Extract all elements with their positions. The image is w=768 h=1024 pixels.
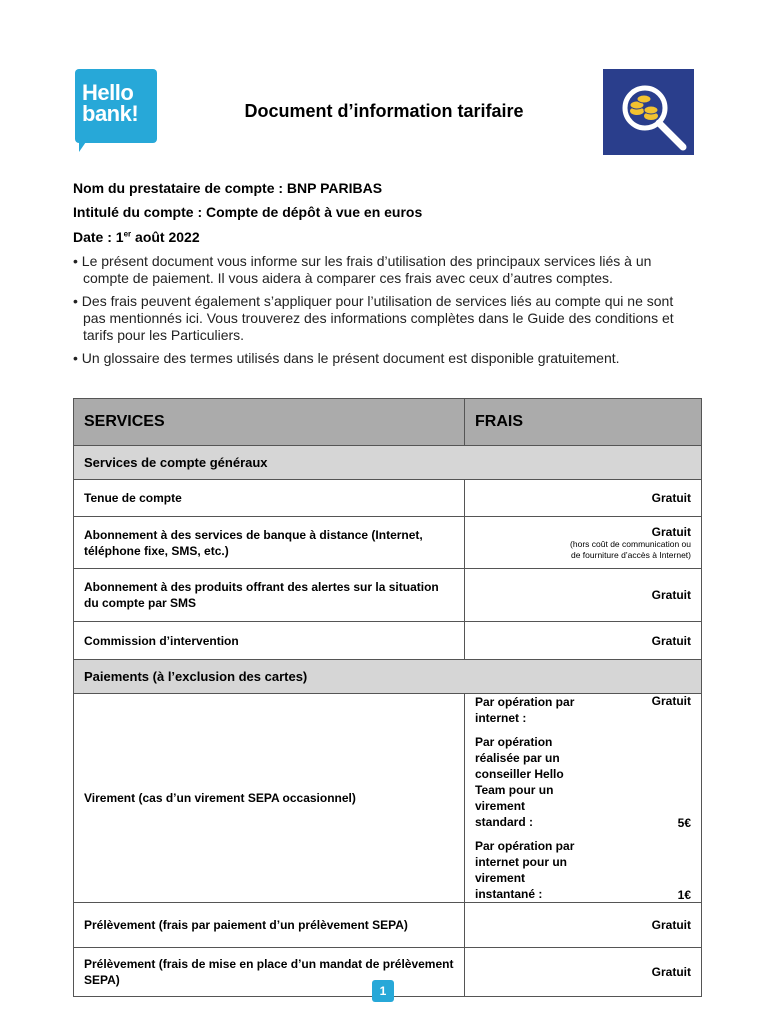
section-row bbox=[74, 660, 702, 694]
row-value: Gratuit bbox=[465, 948, 702, 997]
row-label: Prélèvement (frais de mise en place d’un mandat de prélèvement SEPA) bbox=[74, 948, 465, 997]
transfer-option-value: Gratuit bbox=[651, 694, 691, 708]
section-row bbox=[74, 446, 702, 480]
transfer-option-value: 1€ bbox=[677, 888, 691, 902]
row-note: de fourniture d’accès à Internet) bbox=[570, 549, 691, 560]
table-row bbox=[74, 903, 702, 948]
row-value-cell bbox=[465, 517, 702, 569]
table-row bbox=[74, 622, 702, 660]
row-label: Virement (cas d’un virement SEPA occasionnel) bbox=[74, 694, 465, 903]
row-value: Gratuit bbox=[465, 569, 702, 622]
row-label: Abonnement à des produits offrant des alertes sur la situation du compte par SMS bbox=[74, 569, 465, 622]
transfer-option-value: 5€ bbox=[677, 816, 691, 830]
row-note: (hors coût de communication ou bbox=[570, 538, 691, 549]
row-label: Tenue de compte bbox=[74, 480, 465, 517]
transfer-option bbox=[465, 838, 701, 902]
column-header-frais: FRAIS bbox=[465, 399, 702, 446]
page-number-badge: 1 bbox=[372, 980, 394, 1002]
transfer-options-cell bbox=[465, 694, 702, 903]
row-value: Gratuit bbox=[465, 903, 702, 948]
table-row bbox=[74, 517, 702, 569]
date-prefix: Date : 1 bbox=[73, 229, 124, 245]
fees-table bbox=[73, 398, 702, 997]
table-header-row bbox=[74, 399, 702, 446]
intro-bullets bbox=[73, 253, 695, 373]
bullet-item: • Un glossaire des termes utilisés dans le présent document est disponible gratuitement. bbox=[73, 350, 620, 366]
transfer-option bbox=[465, 694, 701, 726]
page-title: Document d’information tarifaire bbox=[244, 101, 524, 121]
document-date bbox=[73, 229, 200, 245]
row-label: Prélèvement (frais par paiement d’un prélèvement SEPA) bbox=[74, 903, 465, 948]
logo-text-hello: Hello bbox=[82, 80, 134, 105]
row-label: Commission d’intervention bbox=[74, 622, 465, 660]
row-value: Gratuit bbox=[651, 524, 691, 539]
account-title: Intitulé du compte : Compte de dépôt à vue en euros bbox=[73, 204, 423, 220]
transfer-option-label: Par opération par internet pour un virement instantané : bbox=[475, 839, 575, 901]
bullet-item: • Le présent document vous informe sur les frais d’utilisation des principaux services liés à un compte de paiement. Il vous aidera à comparer ces frais avec ceux d’autres comptes. bbox=[73, 253, 652, 286]
logo-text-bank: bank! bbox=[82, 101, 139, 126]
transfer-option-label: Par opération par internet : bbox=[475, 695, 575, 725]
transfer-option bbox=[465, 734, 701, 830]
column-header-services: SERVICES bbox=[74, 399, 465, 446]
table-row bbox=[74, 694, 702, 903]
date-suffix: août 2022 bbox=[131, 229, 200, 245]
row-label: Abonnement à des services de banque à distance (Internet, téléphone fixe, SMS, etc.) bbox=[74, 517, 465, 569]
section-general-services: Services de compte généraux bbox=[74, 446, 702, 480]
section-payments: Paiements (à l’exclusion des cartes) bbox=[74, 660, 702, 694]
table-row bbox=[74, 569, 702, 622]
row-value: Gratuit bbox=[465, 622, 702, 660]
table-row bbox=[74, 480, 702, 517]
transfer-option-label: Par opération réalisée par un conseiller Hello Team pour un virement standard : bbox=[475, 735, 564, 829]
bullet-item: • Des frais peuvent également s’appliquer pour l’utilisation de services liés au compte qui ne sont pas mentionnés ici. Vous trouverez des informations complètes dans le Guide des conditions et tarifs pour les Particuliers. bbox=[73, 293, 674, 343]
provider-name: Nom du prestataire de compte : BNP PARIBAS bbox=[73, 180, 383, 196]
search-coins-icon bbox=[603, 69, 694, 155]
logo-speech-tail bbox=[79, 139, 88, 152]
row-value: Gratuit bbox=[465, 480, 702, 517]
date-superscript: er bbox=[123, 229, 132, 239]
